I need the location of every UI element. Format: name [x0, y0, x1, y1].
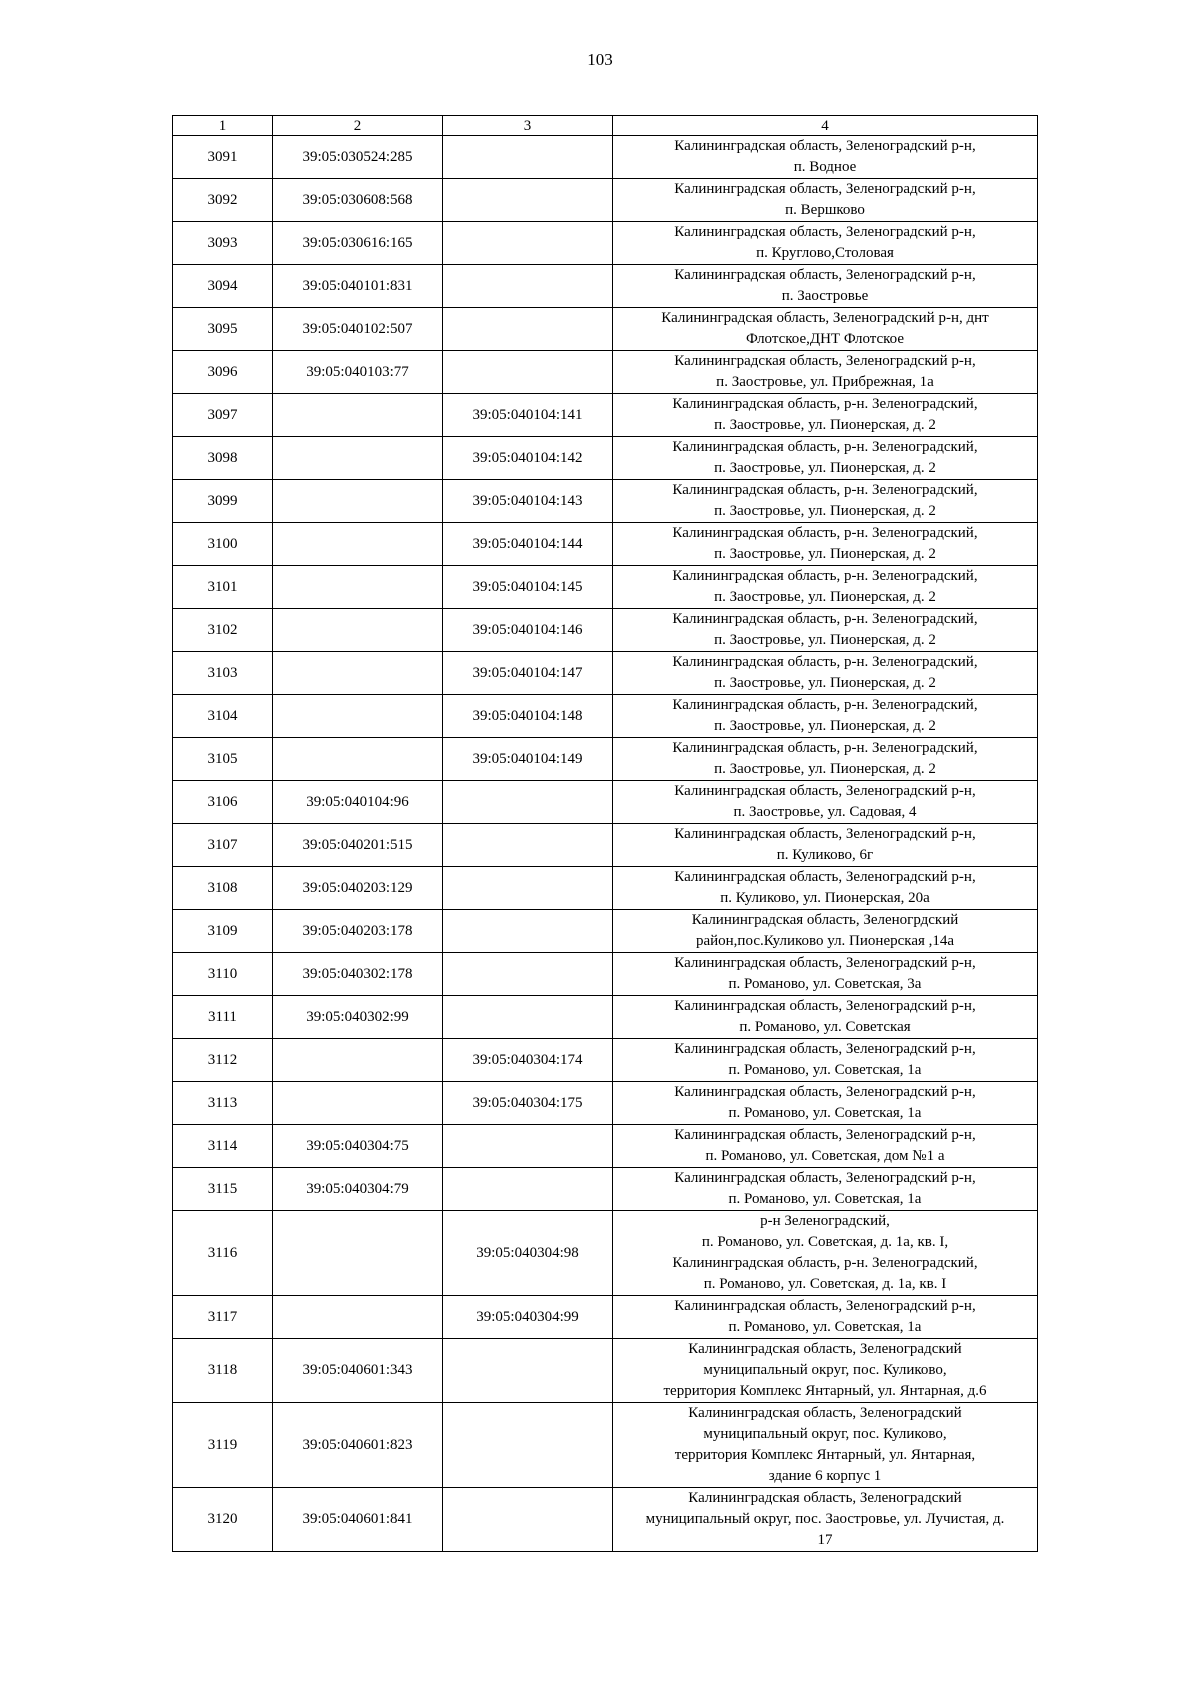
- cadastral-number-col3: 39:05:040104:147: [443, 652, 613, 695]
- address-cell: Калининградская область, Зеленоградский муниципальный округ, пос. Куликово, территория Комплекс Янтарный, ул. Янтарная, д.6: [613, 1339, 1038, 1403]
- cadastral-number-col2: 39:05:040302:99: [273, 996, 443, 1039]
- row-number: 3100: [173, 523, 273, 566]
- cadastral-number-col2: 39:05:040601:841: [273, 1488, 443, 1552]
- row-number: 3096: [173, 351, 273, 394]
- row-number: 3115: [173, 1168, 273, 1211]
- row-number: 3120: [173, 1488, 273, 1552]
- cadastral-number-col3: [443, 308, 613, 351]
- column-header-2: 2: [273, 116, 443, 136]
- cadastral-number-col3: [443, 910, 613, 953]
- cadastral-number-col3: [443, 781, 613, 824]
- cadastral-number-col2: [273, 394, 443, 437]
- row-number: 3112: [173, 1039, 273, 1082]
- cadastral-number-col2: [273, 1296, 443, 1339]
- row-number: 3105: [173, 738, 273, 781]
- page-number: 103: [587, 50, 613, 69]
- row-number: 3094: [173, 265, 273, 308]
- address-cell: Калининградская область, Зеленоградский р-н, п. Романово, ул. Советская, 3а: [613, 953, 1038, 996]
- table-row: [173, 867, 1038, 910]
- row-number: 3107: [173, 824, 273, 867]
- table-row: [173, 1082, 1038, 1125]
- cadastral-number-col3: [443, 179, 613, 222]
- cadastral-number-col3: 39:05:040104:145: [443, 566, 613, 609]
- table-row: [173, 1211, 1038, 1296]
- row-number: 3092: [173, 179, 273, 222]
- address-cell: Калининградская область, р-н. Зеленоградский, п. Заостровье, ул. Пионерская, д. 2: [613, 566, 1038, 609]
- row-number: 3116: [173, 1211, 273, 1296]
- row-number: 3097: [173, 394, 273, 437]
- cadastral-number-col3: 39:05:040304:99: [443, 1296, 613, 1339]
- table-row: [173, 1339, 1038, 1403]
- table-row: [173, 1403, 1038, 1488]
- address-cell: Калининградская область, Зеленоградский р-н, п. Круглово,Столовая: [613, 222, 1038, 265]
- address-cell: Калининградская область, р-н. Зеленоградский, п. Заостровье, ул. Пионерская, д. 2: [613, 480, 1038, 523]
- cadastral-number-col3: 39:05:040304:174: [443, 1039, 613, 1082]
- cadastral-number-col2: [273, 652, 443, 695]
- cadastral-number-col2: 39:05:040601:823: [273, 1403, 443, 1488]
- header-row: [173, 116, 1038, 136]
- address-cell: Калининградская область, Зеленоградский р-н, п. Куликово, ул. Пионерская, 20а: [613, 867, 1038, 910]
- address-cell: Калининградская область, Зеленоградский р-н, п. Заостровье, ул. Садовая, 4: [613, 781, 1038, 824]
- address-cell: Калининградская область, Зеленоградский р-н, п. Заостровье: [613, 265, 1038, 308]
- cadastral-number-col3: [443, 824, 613, 867]
- address-cell: Калининградская область, Зеленоградский р-н, п. Заостровье, ул. Прибрежная, 1а: [613, 351, 1038, 394]
- row-number: 3108: [173, 867, 273, 910]
- table-row: [173, 1039, 1038, 1082]
- cadastral-number-col2: 39:05:040304:79: [273, 1168, 443, 1211]
- cadastral-number-col3: [443, 1403, 613, 1488]
- row-number: 3110: [173, 953, 273, 996]
- cadastral-number-col3: [443, 136, 613, 179]
- table-row: [173, 824, 1038, 867]
- table-row: [173, 695, 1038, 738]
- cadastral-number-col3: 39:05:040304:98: [443, 1211, 613, 1296]
- row-number: 3109: [173, 910, 273, 953]
- registry-table: [172, 115, 1038, 1552]
- cadastral-number-col2: [273, 437, 443, 480]
- table-row: [173, 781, 1038, 824]
- table-row: [173, 738, 1038, 781]
- table-row: [173, 179, 1038, 222]
- table-row: [173, 265, 1038, 308]
- cadastral-number-col2: 39:05:030616:165: [273, 222, 443, 265]
- table-row: [173, 910, 1038, 953]
- row-number: 3111: [173, 996, 273, 1039]
- table-row: [173, 953, 1038, 996]
- cadastral-number-col2: 39:05:040103:77: [273, 351, 443, 394]
- cadastral-number-col2: 39:05:030608:568: [273, 179, 443, 222]
- table-row: [173, 1296, 1038, 1339]
- address-cell: Калининградская область, р-н. Зеленоградский, п. Заостровье, ул. Пионерская, д. 2: [613, 523, 1038, 566]
- cadastral-number-col2: [273, 695, 443, 738]
- address-cell: р-н Зеленоградский, п. Романово, ул. Советская, д. 1а, кв. I, Калининградская область, р-н. Зеленоградский, п. Романово, ул. Советская, д. 1а, кв. I: [613, 1211, 1038, 1296]
- address-cell: Калининградская область, Зеленоградский р-н, п. Романово, ул. Советская, дом №1 а: [613, 1125, 1038, 1168]
- row-number: 3091: [173, 136, 273, 179]
- row-number: 3101: [173, 566, 273, 609]
- cadastral-number-col3: 39:05:040104:146: [443, 609, 613, 652]
- table-row: [173, 351, 1038, 394]
- table-row: [173, 996, 1038, 1039]
- cadastral-number-col3: [443, 996, 613, 1039]
- cadastral-number-col2: [273, 1211, 443, 1296]
- cadastral-number-col3: 39:05:040104:141: [443, 394, 613, 437]
- cadastral-number-col3: 39:05:040104:148: [443, 695, 613, 738]
- cadastral-number-col3: [443, 953, 613, 996]
- row-number: 3102: [173, 609, 273, 652]
- cadastral-number-col2: 39:05:040201:515: [273, 824, 443, 867]
- column-header-3: 3: [443, 116, 613, 136]
- row-number: 3098: [173, 437, 273, 480]
- column-header-4: 4: [613, 116, 1038, 136]
- address-cell: Калининградская область, р-н. Зеленоградский, п. Заостровье, ул. Пионерская, д. 2: [613, 437, 1038, 480]
- cadastral-number-col2: [273, 480, 443, 523]
- address-cell: Калининградская область, Зеленоградский р-н, п. Водное: [613, 136, 1038, 179]
- table-row: [173, 222, 1038, 265]
- address-cell: Калининградская область, р-н. Зеленоградский, п. Заостровье, ул. Пионерская, д. 2: [613, 738, 1038, 781]
- cadastral-number-col3: [443, 222, 613, 265]
- address-cell: Калининградская область, Зеленоградский муниципальный округ, пос. Куликово, территория Комплекс Янтарный, ул. Янтарная, здание 6 корпус 1: [613, 1403, 1038, 1488]
- address-cell: Калининградская область, Зеленоградский муниципальный округ, пос. Заостровье, ул. Лучистая, д. 17: [613, 1488, 1038, 1552]
- row-number: 3114: [173, 1125, 273, 1168]
- cadastral-number-col2: [273, 523, 443, 566]
- table-row: [173, 394, 1038, 437]
- cadastral-number-col3: 39:05:040104:149: [443, 738, 613, 781]
- address-cell: Калининградская область, Зеленоградский р-н, п. Романово, ул. Советская: [613, 996, 1038, 1039]
- cadastral-number-col2: [273, 609, 443, 652]
- address-cell: Калининградская область, Зеленогрдский район,пос.Куликово ул. Пионерская ,14а: [613, 910, 1038, 953]
- table-row: [173, 566, 1038, 609]
- cadastral-number-col3: 39:05:040304:175: [443, 1082, 613, 1125]
- row-number: 3113: [173, 1082, 273, 1125]
- table-row: [173, 1125, 1038, 1168]
- row-number: 3099: [173, 480, 273, 523]
- table-row: [173, 1168, 1038, 1211]
- address-cell: Калининградская область, Зеленоградский р-н, днт Флотское,ДНТ Флотское: [613, 308, 1038, 351]
- cadastral-number-col2: 39:05:040601:343: [273, 1339, 443, 1403]
- cadastral-number-col3: [443, 1339, 613, 1403]
- cadastral-number-col2: 39:05:040304:75: [273, 1125, 443, 1168]
- cadastral-number-col2: 39:05:040101:831: [273, 265, 443, 308]
- cadastral-number-col2: 39:05:040203:129: [273, 867, 443, 910]
- cadastral-number-col2: [273, 1039, 443, 1082]
- cadastral-number-col3: 39:05:040104:142: [443, 437, 613, 480]
- cadastral-number-col2: [273, 738, 443, 781]
- row-number: 3106: [173, 781, 273, 824]
- table-row: [173, 1488, 1038, 1552]
- address-cell: Калининградская область, р-н. Зеленоградский, п. Заостровье, ул. Пионерская, д. 2: [613, 695, 1038, 738]
- address-cell: Калининградская область, р-н. Зеленоградский, п. Заостровье, ул. Пионерская, д. 2: [613, 652, 1038, 695]
- row-number: 3103: [173, 652, 273, 695]
- address-cell: Калининградская область, Зеленоградский р-н, п. Романово, ул. Советская, 1а: [613, 1039, 1038, 1082]
- row-number: 3119: [173, 1403, 273, 1488]
- cadastral-number-col2: [273, 1082, 443, 1125]
- address-cell: Калининградская область, р-н. Зеленоградский, п. Заостровье, ул. Пионерская, д. 2: [613, 394, 1038, 437]
- cadastral-number-col2: 39:05:040302:178: [273, 953, 443, 996]
- table-row: [173, 652, 1038, 695]
- row-number: 3093: [173, 222, 273, 265]
- cadastral-number-col3: [443, 265, 613, 308]
- cadastral-number-col3: [443, 867, 613, 910]
- table-row: [173, 437, 1038, 480]
- address-cell: Калининградская область, Зеленоградский р-н, п. Романово, ул. Советская, 1а: [613, 1296, 1038, 1339]
- cadastral-number-col2: 39:05:030524:285: [273, 136, 443, 179]
- table-row: [173, 308, 1038, 351]
- cadastral-number-col2: 39:05:040203:178: [273, 910, 443, 953]
- row-number: 3118: [173, 1339, 273, 1403]
- table-body: [173, 136, 1038, 1552]
- address-cell: Калининградская область, Зеленоградский р-н, п. Куликово, 6г: [613, 824, 1038, 867]
- cadastral-number-col3: 39:05:040104:143: [443, 480, 613, 523]
- cadastral-number-col3: 39:05:040104:144: [443, 523, 613, 566]
- cadastral-number-col3: [443, 1125, 613, 1168]
- address-cell: Калининградская область, Зеленоградский р-н, п. Романово, ул. Советская, 1а: [613, 1168, 1038, 1211]
- address-cell: Калининградская область, Зеленоградский р-н, п. Вершково: [613, 179, 1038, 222]
- cadastral-number-col2: 39:05:040104:96: [273, 781, 443, 824]
- row-number: 3095: [173, 308, 273, 351]
- address-cell: Калининградская область, р-н. Зеленоградский, п. Заостровье, ул. Пионерская, д. 2: [613, 609, 1038, 652]
- cadastral-number-col2: 39:05:040102:507: [273, 308, 443, 351]
- cadastral-number-col3: [443, 351, 613, 394]
- table-row: [173, 480, 1038, 523]
- row-number: 3117: [173, 1296, 273, 1339]
- column-header-1: 1: [173, 116, 273, 136]
- cadastral-number-col3: [443, 1488, 613, 1552]
- row-number: 3104: [173, 695, 273, 738]
- table-row: [173, 136, 1038, 179]
- table-row: [173, 609, 1038, 652]
- table-row: [173, 523, 1038, 566]
- cadastral-number-col3: [443, 1168, 613, 1211]
- address-cell: Калининградская область, Зеленоградский р-н, п. Романово, ул. Советская, 1а: [613, 1082, 1038, 1125]
- cadastral-number-col2: [273, 566, 443, 609]
